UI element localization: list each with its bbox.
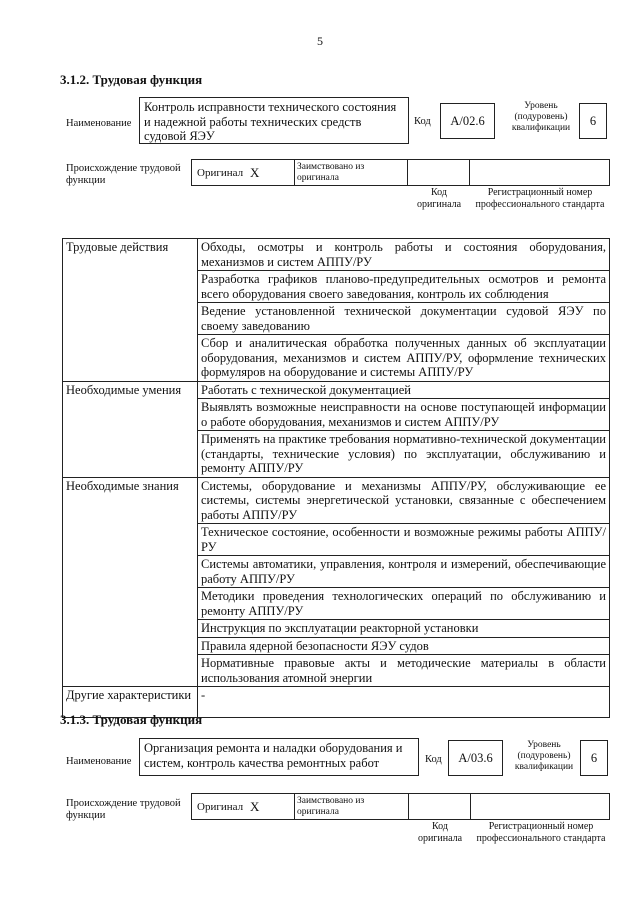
table-cell: Применять на практике требования нормативно-технической документации (стандарты, технические условия) по эксплуатации, обслуживанию и ремонту АППУ/РУ bbox=[198, 431, 610, 478]
table-cell: Ведение установленной технической документации судовой ЯЭУ по своему заведованию bbox=[198, 303, 610, 335]
table-cell: Сбор и аналитическая обработка полученных данных об эксплуатации оборудования, механизмов и систем АППУ/РУ, оформление технических формуляров на оборудование и системы АППУ/РУ bbox=[198, 335, 610, 382]
table-cell: Системы автоматики, управления, контроля и измерений, обеспечивающие работу АППУ/РУ bbox=[198, 556, 610, 588]
table-cell: Обходы, осмотры и контроль работы и состояния оборудования, механизмов и систем АППУ/РУ bbox=[198, 239, 610, 271]
category-cell: Другие характеристики bbox=[63, 687, 198, 718]
borrowed-cell-2 bbox=[294, 793, 409, 820]
original-label-2: Оригинал bbox=[197, 801, 244, 813]
code-value-box-2: A/03.6 bbox=[448, 740, 503, 776]
table-cell: Нормативные правовые акты и методические материалы в области использования атомной энергии bbox=[198, 655, 610, 687]
page-number: 5 bbox=[317, 34, 323, 48]
table-row bbox=[63, 381, 610, 399]
level-label: Уровень (подуровень) квалификации bbox=[511, 101, 571, 133]
reg-number-cell-2 bbox=[470, 793, 610, 820]
section-heading-3-1-2: 3.1.2. Трудовая функция bbox=[60, 72, 203, 87]
section-heading-3-1-3: 3.1.3. Трудовая функция bbox=[60, 712, 203, 727]
original-label: Оригинал bbox=[197, 167, 244, 179]
table-cell: Техническое состояние, особенности и возможные режимы работы АППУ/РУ bbox=[198, 524, 610, 556]
borrowed-label-2: Заимствовано из оригинала bbox=[297, 796, 365, 817]
category-cell: Необходимые умения bbox=[63, 381, 198, 477]
origin-label: Происхождение трудовой функции bbox=[66, 163, 181, 186]
code-original-caption: Код оригинала bbox=[416, 187, 462, 210]
name-label: Наименование bbox=[66, 118, 132, 129]
level-label-2: Уровень (подуровень) квалификации bbox=[514, 740, 574, 772]
name-label-2: Наименование bbox=[66, 756, 132, 767]
reg-number-caption-2: Регистрационный номер профессионального стандарта bbox=[476, 821, 606, 844]
borrowed-label: Заимствовано из оригинала bbox=[297, 162, 365, 183]
category-cell: Трудовые действия bbox=[63, 239, 198, 382]
original-mark: X bbox=[250, 165, 260, 180]
code-original-cell-2 bbox=[408, 793, 471, 820]
level-value-box: 6 bbox=[579, 103, 607, 139]
table-row bbox=[63, 239, 610, 271]
borrowed-cell bbox=[294, 159, 408, 186]
category-cell: Необходимые знания bbox=[63, 477, 198, 687]
function-name-box: Контроль исправности технического состояния и надежной работы технических средств судовой ЯЭУ bbox=[139, 97, 409, 144]
code-value-box: A/02.6 bbox=[440, 103, 495, 139]
table-cell: Инструкция по эксплуатации реакторной установки bbox=[198, 620, 610, 638]
reg-number-cell bbox=[469, 159, 610, 186]
competency-table bbox=[62, 238, 610, 718]
code-original-cell bbox=[407, 159, 470, 186]
original-cell bbox=[191, 159, 295, 186]
table-cell: Разработка графиков планово-предупредительных осмотров и ремонта всего оборудования своего заведования, контроль их соблюдения bbox=[198, 271, 610, 303]
code-label-2: Код bbox=[425, 754, 442, 765]
table-row bbox=[63, 477, 610, 524]
table-cell: Системы, оборудование и механизмы АППУ/РУ, обслуживающие ее системы, системы энергетической установки, связанные с обеспечением работы АППУ/РУ bbox=[198, 477, 610, 524]
code-original-caption-2: Код оригинала bbox=[417, 821, 463, 844]
table-cell: Правила ядерной безопасности ЯЭУ судов bbox=[198, 637, 610, 655]
table-cell: Методики проведения технологических операций по обслуживанию и ремонту АППУ/РУ bbox=[198, 588, 610, 620]
function-name-box-2: Организация ремонта и наладки оборудования и систем, контроль качества ремонтных работ bbox=[139, 738, 419, 776]
original-mark-2: X bbox=[250, 799, 260, 814]
table-cell: Работать с технической документацией bbox=[198, 381, 610, 399]
table-cell: - bbox=[198, 687, 610, 718]
origin-label-2: Происхождение трудовой функции bbox=[66, 798, 181, 821]
code-label: Код bbox=[414, 116, 431, 127]
table-cell: Выявлять возможные неисправности на основе поступающей информации о работе оборудования, механизмов и систем АППУ/РУ bbox=[198, 399, 610, 431]
level-value-box-2: 6 bbox=[580, 740, 608, 776]
original-cell-2 bbox=[191, 793, 295, 820]
reg-number-caption: Регистрационный номер профессионального стандарта bbox=[475, 187, 605, 210]
